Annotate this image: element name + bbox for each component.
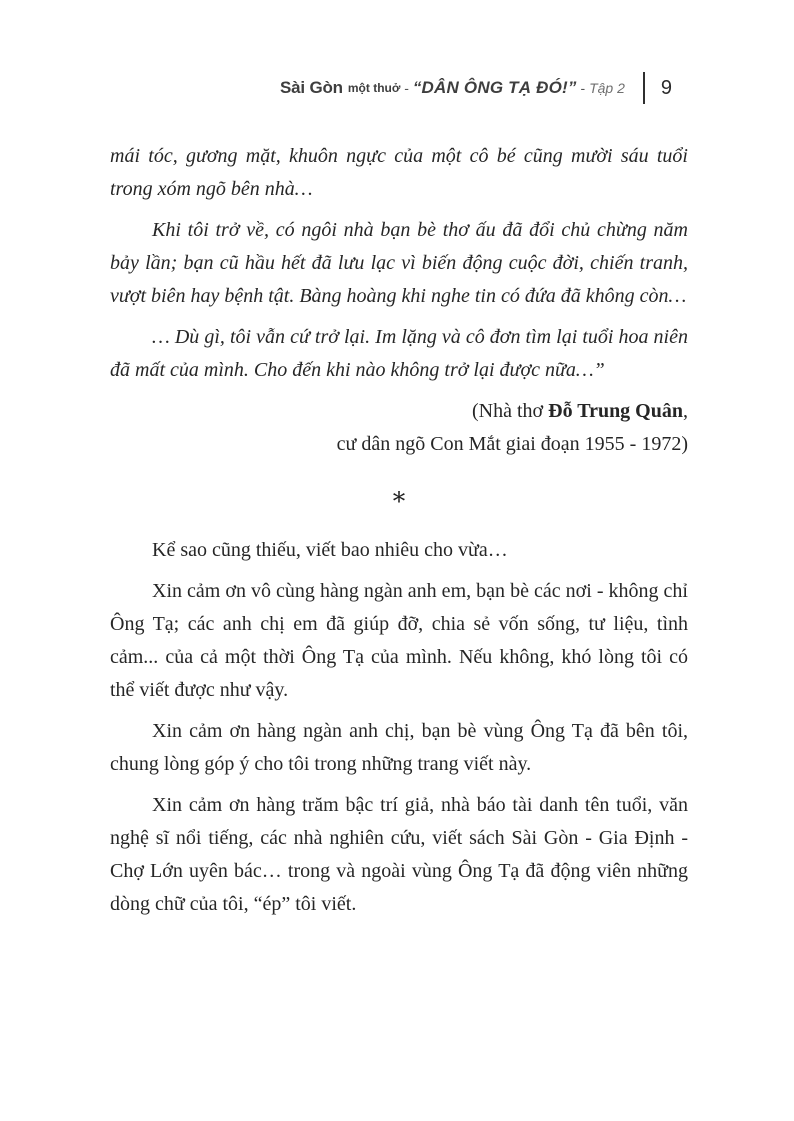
body-paragraph: Xin cảm ơn vô cùng hàng ngàn anh em, bạn bè các nơi - không chỉ Ông Tạ; các anh chị em đã giúp đỡ, chia sẻ vốn sống, tư liệu, tình cảm... của cả một thời Ông Tạ của mình. Nếu không, khó lòng tôi có thể viết được như vậy. [110, 580, 688, 701]
body-paragraph: Xin cảm ơn hàng ngàn anh chị, bạn bè vùng Ông Tạ đã bên tôi, chung lòng góp ý cho tôi trong những trang viết này. [110, 720, 688, 775]
attribution-suffix: , [683, 400, 688, 422]
body-section [110, 534, 688, 921]
header-divider-rule [643, 72, 645, 104]
running-header-book-title: “DÂN ÔNG TẠ ĐÓ!” [412, 78, 577, 97]
running-header-series-subtitle: một thuở [347, 81, 401, 95]
body-paragraph: Kể sao cũng thiếu, viết bao nhiêu cho vừa… [152, 539, 508, 561]
running-header-series-title: Sài Gòn [280, 78, 343, 97]
attribution-prefix: (Nhà thơ [472, 400, 549, 422]
running-header-volume: Tập 2 [589, 80, 625, 96]
running-header-separator-2: - [576, 80, 590, 96]
page-number: 9 [660, 76, 672, 99]
section-divider-asterisk: * [392, 487, 406, 516]
quote-section [110, 140, 688, 461]
quote-paragraph: … Dù gì, tôi vẫn cứ trở lại. Im lặng và cô đơn tìm lại tuổi hoa niên đã mất của mình. Cho đến khi nào không trở lại được nữa…” [110, 326, 688, 381]
quote-paragraph: Khi tôi trở về, có ngôi nhà bạn bè thơ ấu đã đổi chủ chừng năm bảy lần; bạn cũ hầu hết đã lưu lạc vì biến động cuộc đời, chiến tranh, vượt biên hay bệnh tật. Bàng hoàng khi nghe tin có đứa đã không còn… [110, 219, 688, 307]
body-paragraph: Xin cảm ơn hàng trăm bậc trí giả, nhà báo tài danh tên tuổi, văn nghệ sĩ nổi tiếng, các nhà nghiên cứu, viết sách Sài Gòn - Gia Định - Chợ Lớn uyên bác… trong và ngoài vùng Ông Tạ đã động viên những dòng chữ của tôi, “ép” tôi viết. [110, 794, 688, 915]
quote-attribution-line1 [110, 395, 688, 428]
quote-attribution-line2: cư dân ngõ Con Mắt giai đoạn 1955 - 1972) [336, 433, 688, 455]
page-text-column [110, 140, 688, 929]
running-header-separator: - [400, 80, 413, 96]
running-header [280, 72, 672, 104]
quote-paragraph: mái tóc, gương mặt, khuôn ngực của một cô bé cũng mười sáu tuổi trong xóm ngõ bên nhà… [110, 145, 688, 200]
attribution-author-name: Đỗ Trung Quân [548, 400, 683, 422]
